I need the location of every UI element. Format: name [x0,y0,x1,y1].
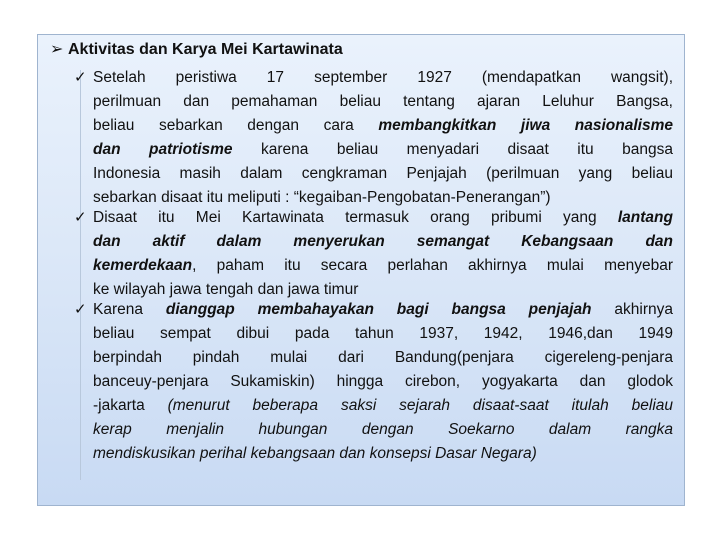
text-line: beliau sempat dibui pada tahun 1937, 1942, 1946,dan 1949 [93,325,673,342]
text-line: Karena dianggap membahayakan bagi bangsa penjajah akhirnya [93,301,673,318]
text-line: beliau sebarkan dengan cara membangkitkan jiwa nasionalisme [93,117,673,134]
checkmark-icon: ✓ [74,301,87,318]
text-line: dan aktif dalam menyerukan semangat Kebangsaan dan [93,233,673,250]
text-line: kerap menjalin hubungan dengan Soekarno dalam rangka [93,421,673,438]
text-line: berpindah pindah mulai dari Bandung(penjara cigereleng-penjara [93,349,673,366]
text-line: perilmuan dan pemahaman beliau tentang ajaran Leluhur Bangsa, [93,93,673,110]
checkmark-icon: ✓ [74,209,87,226]
text-line: Disaat itu Mei Kartawinata termasuk orang pribumi yang lantang [93,209,673,226]
text-line: sebarkan disaat itu meliputi : “kegaiban-Pengobatan-Penerangan”) [93,189,551,206]
arrow-bullet-icon: ➢ [50,41,64,58]
heading [50,38,343,62]
text-line: dan patriotisme karena beliau menyadari disaat itu bangsa [93,141,673,158]
divider-line [80,70,81,480]
heading-text: Aktivitas dan Karya Mei Kartawinata [68,41,343,58]
text-line: Indonesia masih dalam cengkraman Penjajah (perilmuan yang beliau [93,165,673,182]
text-line: -jakarta (menurut beberapa saksi sejarah disaat-saat itulah beliau [93,397,673,414]
text-line: banceuy-penjara Sukamiskin) hingga cirebon, yogyakarta dan glodok [93,373,673,390]
text-line: ke wilayah jawa tengah dan jawa timur [93,281,359,298]
text-line: mendiskusikan perihal kebangsaan dan konsepsi Dasar Negara) [93,445,537,462]
text-line: Setelah peristiwa 17 september 1927 (mendapatkan wangsit), [93,69,673,86]
checkmark-icon: ✓ [74,69,87,86]
text-line: kemerdekaan, paham itu secara perlahan akhirnya mulai menyebar [93,257,673,274]
